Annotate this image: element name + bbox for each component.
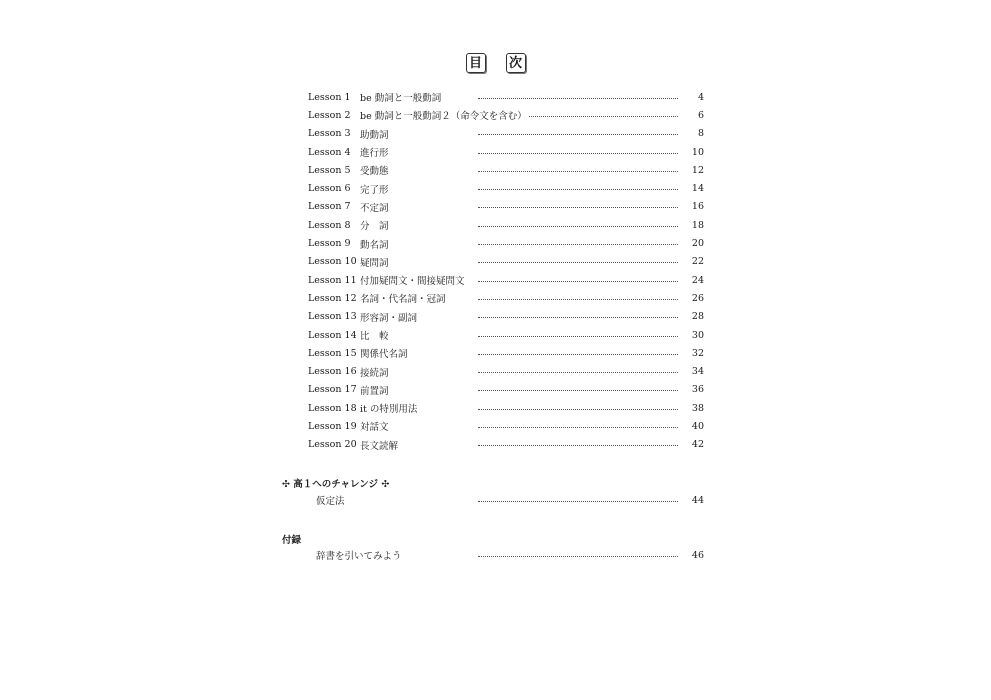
challenge-entry-page: 44: [691, 494, 704, 506]
lesson-title: 長文読解: [360, 440, 399, 452]
toc-row[interactable]: [308, 381, 704, 399]
lesson-page-number: 26: [691, 292, 704, 304]
toc-row[interactable]: [308, 271, 704, 289]
lesson-page-number: 24: [691, 274, 704, 286]
lesson-page-number: 30: [691, 329, 704, 341]
lesson-title: 受動態: [360, 166, 389, 178]
toc-row[interactable]: [308, 198, 704, 216]
lesson-number: Lesson 17: [308, 384, 357, 396]
toc-title-char-2: 次: [506, 53, 526, 73]
toc-title-char-1: 目: [466, 53, 486, 73]
dot-leader: [478, 317, 678, 318]
challenge-heading: ✣ 高１へのチャレンジ ✣: [282, 479, 390, 490]
appendix-entry-page: 46: [691, 549, 704, 561]
toc-row[interactable]: [308, 253, 704, 271]
dot-leader: [478, 262, 678, 263]
lesson-page-number: 12: [691, 164, 704, 176]
lesson-title: 関係代名詞: [360, 349, 408, 361]
lesson-number: Lesson 2: [308, 109, 351, 121]
lesson-number: Lesson 7: [308, 201, 351, 213]
lesson-title: 動名詞: [360, 239, 389, 251]
lesson-title: 分 詞: [360, 221, 389, 233]
lesson-title: 進行形: [360, 148, 389, 160]
lesson-title: 付加疑問文・間接疑問文: [360, 276, 465, 288]
challenge-entry[interactable]: [308, 491, 704, 509]
lesson-title: be 動詞と一般動詞: [360, 93, 442, 105]
challenge-entry-title: 仮定法: [316, 496, 345, 508]
lesson-title: 名詞・代名詞・冠詞: [360, 294, 446, 306]
appendix-heading: 付録: [282, 535, 302, 546]
dot-leader: [478, 153, 678, 154]
lesson-page-number: 32: [691, 347, 704, 359]
dot-leader: [478, 244, 678, 245]
dot-leader: [478, 556, 678, 557]
dot-leader: [478, 281, 678, 282]
lesson-number: Lesson 14: [308, 329, 357, 341]
lesson-number: Lesson 12: [308, 292, 357, 304]
lesson-number: Lesson 4: [308, 146, 351, 158]
lesson-page-number: 38: [691, 402, 704, 414]
lesson-page-number: 8: [697, 128, 704, 140]
lesson-page-number: 6: [697, 109, 704, 121]
lesson-page-number: 20: [691, 238, 704, 250]
lesson-title: be 動詞と一般動詞２（命令文を含む）: [360, 111, 527, 123]
dot-leader: [478, 390, 678, 391]
toc-row[interactable]: [308, 436, 704, 454]
lesson-title: 形容詞・副詞: [360, 312, 418, 324]
lesson-number: Lesson 10: [308, 256, 357, 268]
toc-row[interactable]: [308, 88, 704, 106]
lesson-number: Lesson 15: [308, 347, 357, 359]
lesson-title: 完了形: [360, 184, 389, 196]
dot-leader: [478, 501, 678, 502]
lesson-page-number: 36: [691, 384, 704, 396]
lesson-number: Lesson 16: [308, 366, 357, 378]
lesson-number: Lesson 20: [308, 439, 357, 451]
appendix-entry[interactable]: [308, 546, 704, 564]
lesson-number: Lesson 1: [308, 91, 351, 103]
dot-leader: [478, 226, 678, 227]
lesson-title: 接続詞: [360, 367, 389, 379]
toc-row[interactable]: [308, 308, 704, 326]
toc-row[interactable]: [308, 399, 704, 417]
lesson-page-number: 28: [691, 311, 704, 323]
lesson-number: Lesson 3: [308, 128, 351, 140]
appendix-entry-title: 辞書を引いてみよう: [316, 551, 402, 563]
toc-row[interactable]: [308, 125, 704, 143]
dot-leader: [478, 189, 678, 190]
dot-leader: [529, 116, 678, 117]
toc-row[interactable]: [308, 362, 704, 380]
dot-leader: [478, 336, 678, 337]
lesson-number: Lesson 9: [308, 238, 351, 250]
dot-leader: [478, 134, 678, 135]
toc-row[interactable]: [308, 179, 704, 197]
toc-row[interactable]: [308, 326, 704, 344]
lesson-title: it の特別用法: [360, 404, 418, 416]
dot-leader: [478, 171, 678, 172]
toc-row[interactable]: [308, 106, 704, 124]
lesson-title: 対話文: [360, 422, 389, 434]
lesson-number: Lesson 8: [308, 219, 351, 231]
lesson-title: 助動詞: [360, 129, 389, 141]
lesson-number: Lesson 18: [308, 402, 357, 414]
toc-row[interactable]: [308, 161, 704, 179]
toc-row[interactable]: [308, 417, 704, 435]
dot-leader: [478, 409, 678, 410]
lesson-page-number: 34: [691, 366, 704, 378]
dot-leader: [478, 299, 678, 300]
toc-row[interactable]: [308, 143, 704, 161]
dot-leader: [478, 207, 678, 208]
lesson-page-number: 18: [691, 219, 704, 231]
toc-row[interactable]: [308, 289, 704, 307]
lesson-number: Lesson 6: [308, 183, 351, 195]
lesson-title: 不定詞: [360, 202, 389, 214]
lesson-page-number: 10: [691, 146, 704, 158]
dot-leader: [478, 372, 678, 373]
lesson-page-number: 4: [697, 91, 704, 103]
lesson-title: 前置詞: [360, 385, 389, 397]
lesson-page-number: 16: [691, 201, 704, 213]
lesson-page-number: 22: [691, 256, 704, 268]
lesson-page-number: 40: [691, 420, 704, 432]
lesson-number: Lesson 13: [308, 311, 357, 323]
lesson-number: Lesson 11: [308, 274, 357, 286]
lesson-number: Lesson 19: [308, 420, 357, 432]
dot-leader: [478, 98, 678, 99]
lesson-list: [308, 88, 704, 454]
lesson-page-number: 42: [691, 439, 704, 451]
toc-row[interactable]: [308, 216, 704, 234]
lesson-page-number: 14: [691, 183, 704, 195]
dot-leader: [478, 445, 678, 446]
dot-leader: [478, 354, 678, 355]
lesson-number: Lesson 5: [308, 164, 351, 176]
lesson-title: 疑問詞: [360, 257, 389, 269]
toc-title: [0, 53, 991, 73]
toc-row[interactable]: [308, 234, 704, 252]
dot-leader: [478, 427, 678, 428]
toc-row[interactable]: [308, 344, 704, 362]
lesson-title: 比 較: [360, 331, 389, 342]
